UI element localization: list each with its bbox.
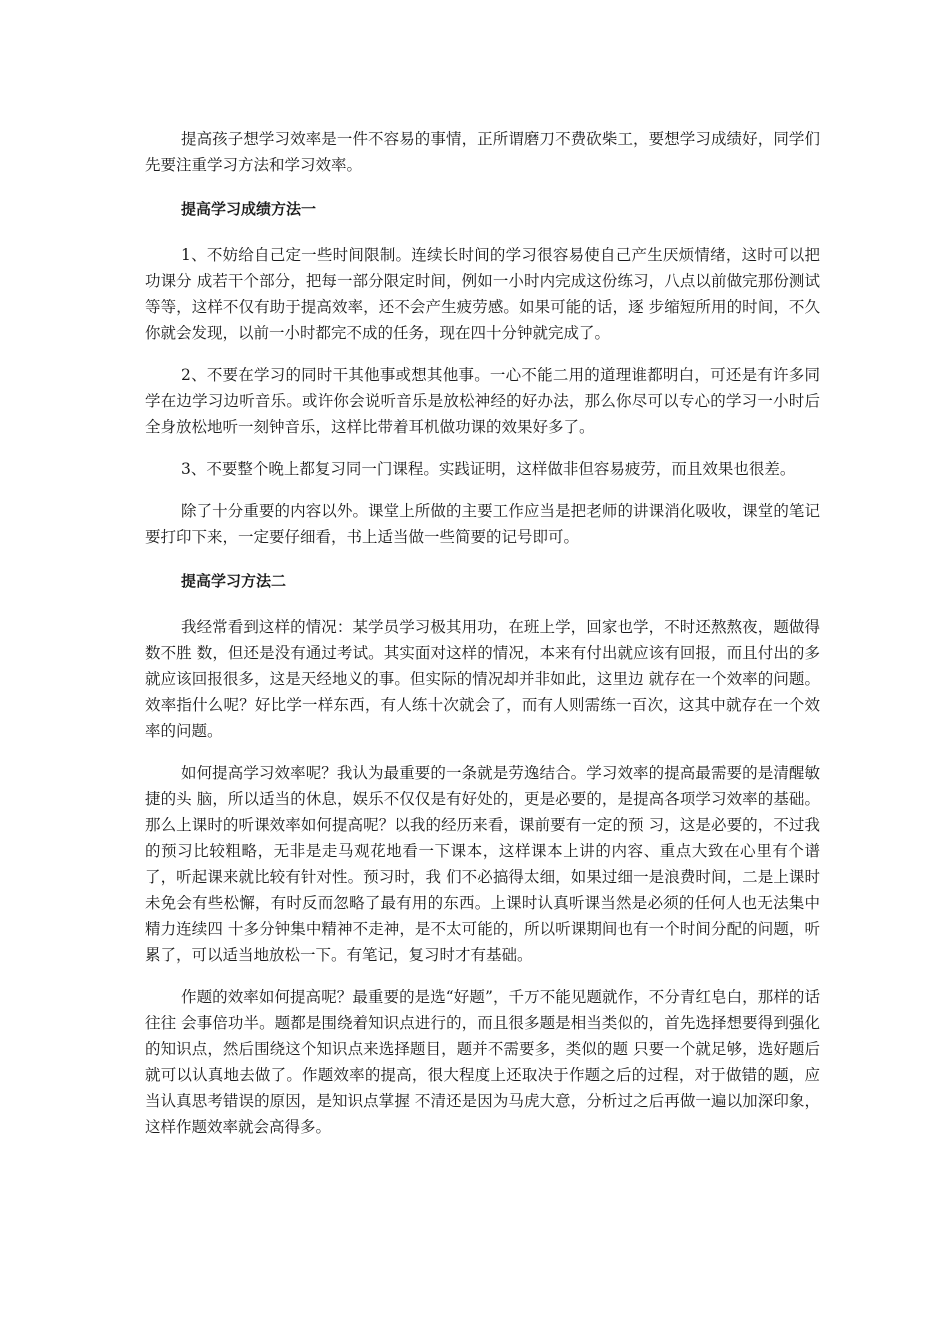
section1-paragraph-1: 1、不妨给自己定一些时间限制。连续长时间的学习很容易使自己产生厌烦情绪，这时可以把功课分 成若干个部分，把每一部分限定时间，例如一小时内完成这份练习，八点以前做完那份测试等等，这样不仅有助于提高效率，还不会产生疲劳感。如果可能的话，逐 步缩短所用的时间，不久你就会发现，以前一小时都完不成的任务，现在四十分钟就完成了。: [145, 246, 820, 342]
section1-paragraph-4: 除了十分重要的内容以外。课堂上所做的主要工作应当是把老师的讲课消化吸收，课堂的笔记要打印下来，一定要仔细看，书上适当做一些简要的记号即可。: [145, 502, 820, 546]
section2-paragraph-2: 如何提高学习效率呢？我认为最重要的一条就是劳逸结合。学习效率的提高最需要的是清醒敏捷的头 脑，所以适当的休息，娱乐不仅仅是有好处的，更是必要的，是提高各项学习效率的基础。那么上课时的听课效率如何提高呢？以我的经历来看，课前要有一定的预 习，这是必要的，不过我的预习比较粗略，无非是走马观花地看一下课本，这样课本上讲的内容、重点大致在心里有个谱了，听起课来就比较有针对性。预习时，我 们不必搞得太细，如果过细一是浪费时间，二是上课时未免会有些松懈，有时反而忽略了最有用的东西。上课时认真听课当然是必须的任何人也无法集中精力连续四 十多分钟集中精神不走神，是不太可能的，所以听课期间也有一个时间分配的问题，听累了，可以适当地放松一下。有笔记，复习时才有基础。: [145, 764, 820, 964]
section1-paragraph-3: 3、不要整个晚上都复习同一门课程。实践证明，这样做非但容易疲劳，而且效果也很差。: [181, 460, 796, 478]
intro-paragraph: 提高孩子想学习效率是一件不容易的事情，正所谓磨刀不费砍柴工，要想学习成绩好，同学们先要注重学习方法和学习效率。: [145, 130, 820, 174]
section2-paragraph-3: 作题的效率如何提高呢？最重要的是选“好题”，千万不能见题就作，不分青红皂白，那样的话往往 会事倍功半。题都是围绕着知识点进行的，而且很多题是相当类似的，首先选择想要得到强化的知识点，然后围绕这个知识点来选择题目，题并不需要多，类似的题 只要一个就足够，选好题后就可以认真地去做了。作题效率的提高，很大程度上还取决于作题之后的过程，对于做错的题，应当认真思考错误的原因，是知识点掌握 不清还是因为马虎大意，分析过之后再做一遍以加深印象，这样作题效率就会高得多。: [145, 988, 820, 1136]
section1-heading: 提高学习成绩方法一: [181, 200, 317, 218]
section1-paragraph-2: 2、不要在学习的同时干其他事或想其他事。一心不能二用的道理谁都明白，可还是有许多同学在边学习边听音乐。或许你会说听音乐是放松神经的好办法，那么你尽可以专心的学习一小时后全身放松地听一刻钟音乐，这样比带着耳机做功课的效果好多了。: [145, 366, 820, 436]
section2-heading: 提高学习方法二: [181, 572, 287, 590]
section2-paragraph-1: 我经常看到这样的情况：某学员学习极其用功，在班上学，回家也学，不时还熬熬夜，题做得数不胜 数，但还是没有通过考试。其实面对这样的情况，本来有付出就应该有回报，而且付出的多就应该回报很多，这是天经地义的事。但实际的情况却并非如此，这里边 就存在一个效率的问题。效率指什么呢？好比学一样东西，有人练十次就会了，而有人则需练一百次，这其中就存在一个效率的问题。: [145, 618, 820, 740]
